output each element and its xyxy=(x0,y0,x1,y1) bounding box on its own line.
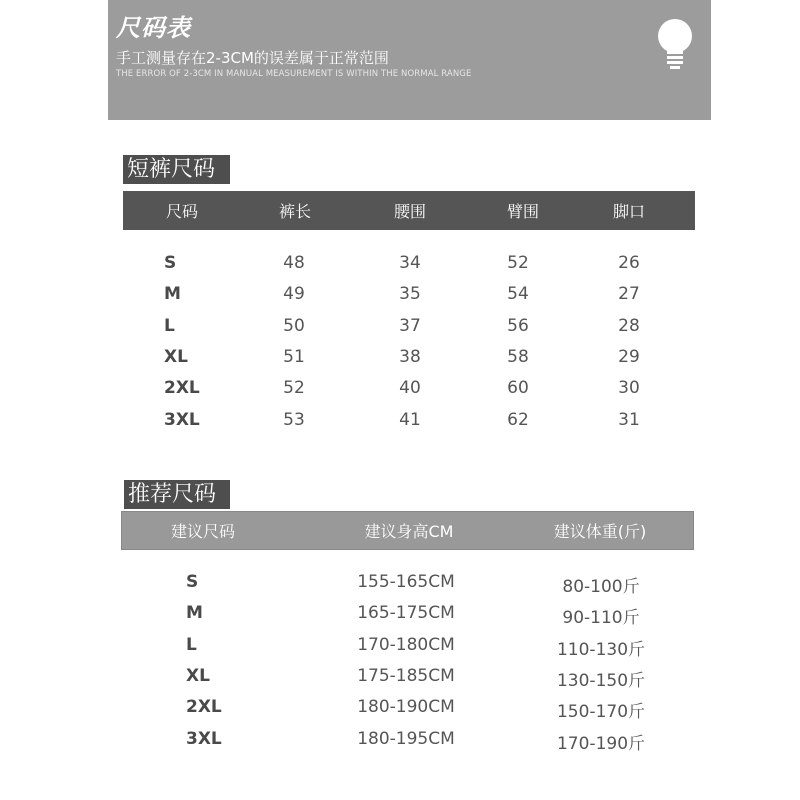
shorts-table-header xyxy=(123,191,695,230)
value-cell: 110-130斤 xyxy=(556,639,646,660)
table-row xyxy=(0,729,800,760)
value-cell: 58 xyxy=(507,346,529,367)
table-row xyxy=(0,603,800,634)
value-cell: 40 xyxy=(399,378,421,399)
value-cell: 37 xyxy=(399,315,421,336)
size-cell: S xyxy=(164,253,177,273)
value-cell: 31 xyxy=(618,409,640,430)
value-cell: 150-170斤 xyxy=(556,702,646,723)
value-cell: 165-175CM xyxy=(357,603,455,624)
table-row xyxy=(0,635,800,666)
size-cell: L xyxy=(164,315,175,336)
value-cell: 62 xyxy=(507,409,529,430)
value-cell: 30 xyxy=(618,378,640,399)
table-row xyxy=(0,572,800,603)
size-cell: M xyxy=(186,603,203,624)
column-header: 建议尺码 xyxy=(170,522,236,541)
value-cell: 170-190斤 xyxy=(556,733,646,754)
size-cell: XL xyxy=(186,665,210,686)
page-title: 尺码表 xyxy=(116,14,191,42)
column-header: 裤长 xyxy=(278,202,312,221)
value-cell: 130-150斤 xyxy=(556,670,646,691)
value-cell: 52 xyxy=(283,378,305,399)
column-header: 建议体重(斤) xyxy=(553,522,647,541)
value-cell: 54 xyxy=(507,284,529,305)
value-cell: 180-190CM xyxy=(357,697,455,718)
column-header: 臂围 xyxy=(506,202,540,221)
value-cell: 27 xyxy=(618,284,640,305)
value-cell: 52 xyxy=(507,253,529,273)
size-cell: XL xyxy=(164,346,188,367)
value-cell: 90-110斤 xyxy=(562,608,640,629)
table-row xyxy=(0,284,800,315)
value-cell: 175-185CM xyxy=(357,665,455,686)
recommend-table-header xyxy=(121,511,694,550)
value-cell: 51 xyxy=(283,346,305,367)
size-cell: 2XL xyxy=(186,697,222,718)
value-cell: 155-165CM xyxy=(357,572,455,592)
value-cell: 170-180CM xyxy=(357,634,455,655)
value-cell: 29 xyxy=(618,346,640,367)
table-row xyxy=(0,666,800,697)
value-cell: 48 xyxy=(283,253,305,273)
value-cell: 35 xyxy=(399,284,421,305)
value-cell: 56 xyxy=(507,315,529,336)
lightbulb-icon xyxy=(650,14,700,76)
value-cell: 49 xyxy=(283,284,305,305)
column-header: 脚口 xyxy=(612,202,646,221)
table-row xyxy=(0,347,800,378)
value-cell: 34 xyxy=(399,253,421,273)
shorts-size-label: 短裤尺码 xyxy=(123,155,230,184)
table-row xyxy=(0,253,800,284)
size-cell: M xyxy=(164,284,181,305)
column-header: 尺码 xyxy=(165,202,199,221)
size-cell: S xyxy=(186,572,199,592)
column-header: 建议身高CM xyxy=(364,522,454,541)
value-cell: 50 xyxy=(283,315,305,336)
column-header: 腰围 xyxy=(393,202,427,221)
table-row xyxy=(0,697,800,728)
value-cell: 26 xyxy=(618,253,640,273)
measurement-note: 手工测量存在2-3CM的误差属于正常范围 xyxy=(116,49,389,67)
value-cell: 80-100斤 xyxy=(562,577,640,597)
recommend-size-label: 推荐尺码 xyxy=(124,480,230,509)
value-cell: 53 xyxy=(283,409,305,430)
header-banner xyxy=(108,0,711,120)
table-row xyxy=(0,410,800,441)
value-cell: 28 xyxy=(618,315,640,336)
table-row xyxy=(0,378,800,409)
size-cell: 3XL xyxy=(164,409,200,430)
value-cell: 41 xyxy=(399,409,421,430)
value-cell: 38 xyxy=(399,346,421,367)
size-cell: 2XL xyxy=(164,378,200,399)
table-row xyxy=(0,316,800,347)
size-cell: 3XL xyxy=(186,728,222,749)
measurement-note-en: THE ERROR OF 2-3CM IN MANUAL MEASUREMENT IS WITHIN THE NORMAL RANGE xyxy=(116,69,472,79)
value-cell: 60 xyxy=(507,378,529,399)
size-cell: L xyxy=(186,634,197,655)
value-cell: 180-195CM xyxy=(357,728,455,749)
